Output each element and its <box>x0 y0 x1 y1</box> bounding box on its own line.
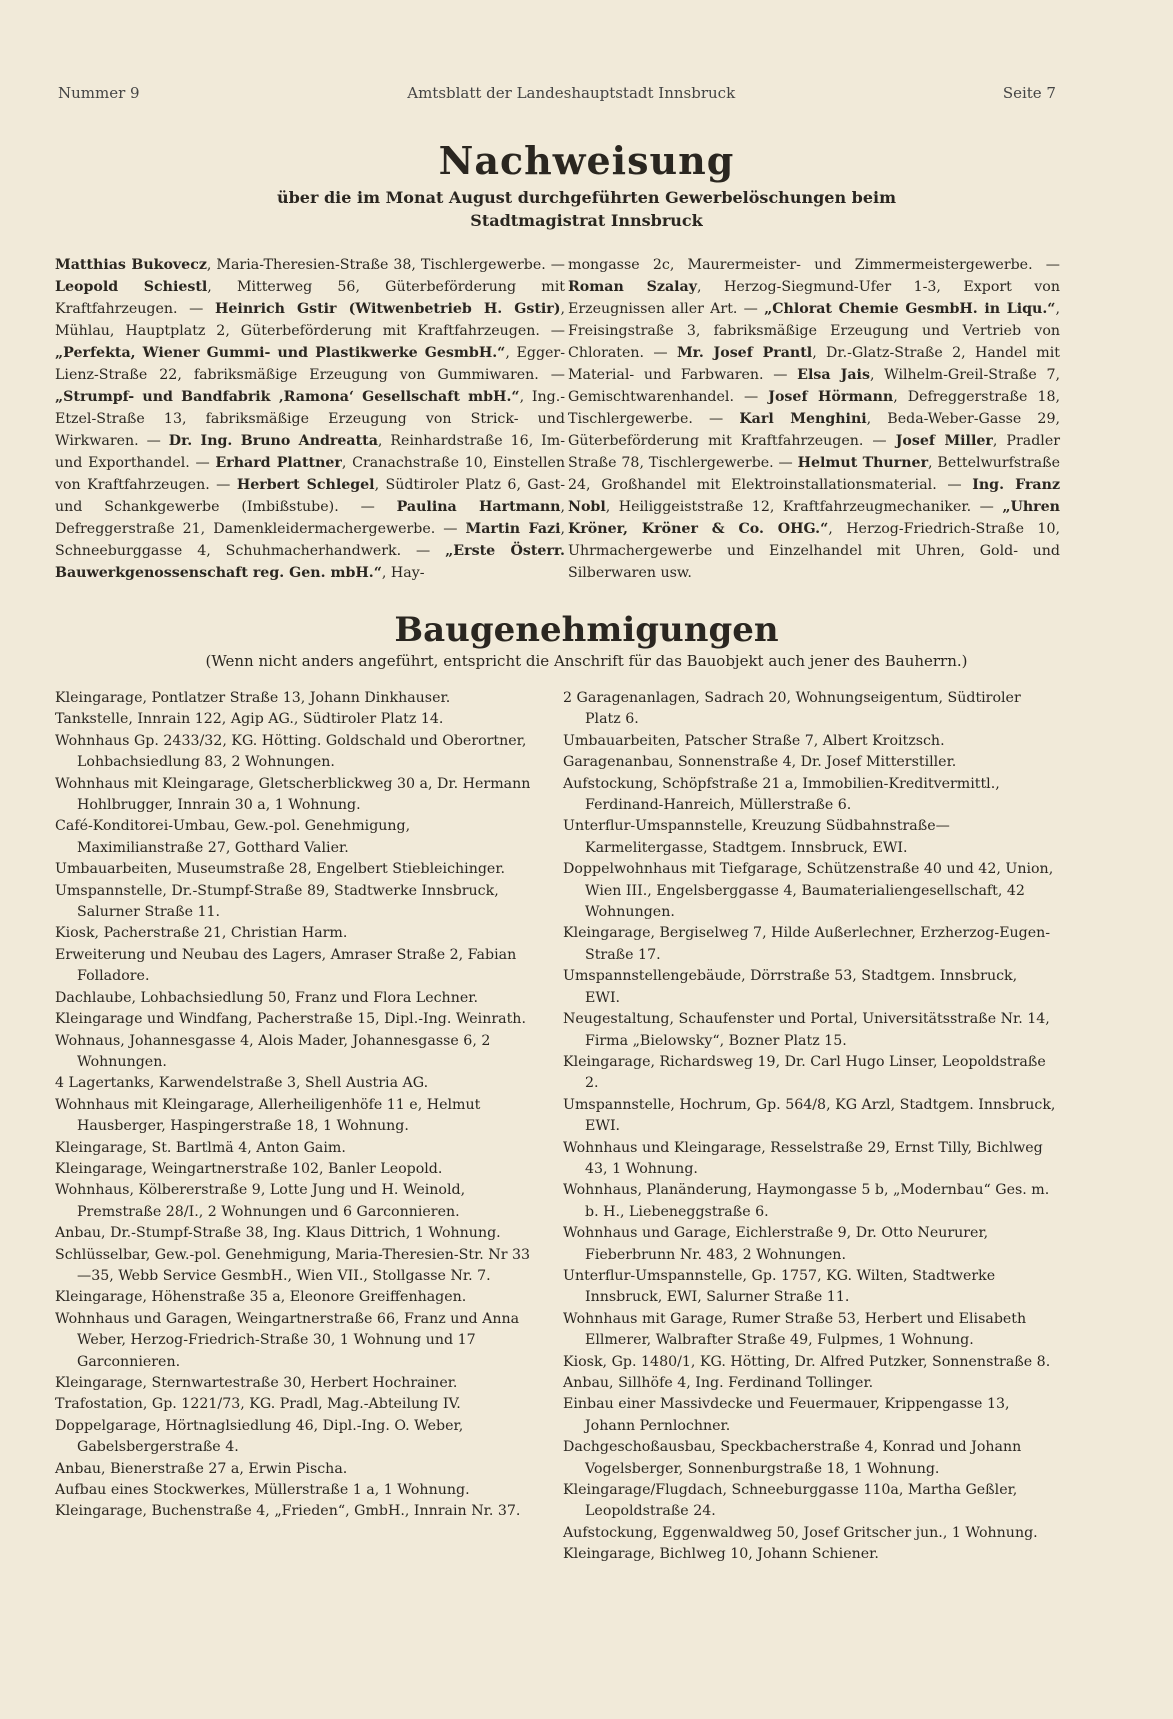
permit-entry: 2 Garagenanlagen, Sadrach 20, Wohnungseigentum, Südtiroler Platz 6. <box>563 690 1021 728</box>
permit-entry: Einbau einer Massivdecke und Feuermauer, Krippengasse 13, Johann Pernlochner. <box>563 1396 1010 1434</box>
permit-entry: Wohnhaus mit Kleingarage, Allerheiligenhöfe 11 e, Helmut Hausberger, Haspingerstraße 18, 1 Wohnung. <box>55 1096 481 1135</box>
business-name: Josef Hörmann <box>768 389 894 405</box>
permit-entry: Doppelgarage, Hörtnaglsiedlung 46, Dipl.-Ing. O. Weber, Gabelsbergerstraße 4. <box>55 1417 464 1456</box>
permit-entry: Kleingarage, Pontlatzer Straße 13, Johann Dinkhauser. <box>55 690 451 706</box>
permit-entry: Umspannstelle, Dr.-Stumpf-Straße 89, Stadtwerke Innsbruck, Salurner Straße 11. <box>55 882 499 921</box>
business-details: , Pradler Straße 78, Tischlergewerbe. — <box>568 433 1060 471</box>
permit-entry: 4 Lagertanks, Karwendelstraße 3, Shell Austria AG. <box>55 1075 429 1092</box>
section-title: Nachweisung <box>438 138 735 183</box>
permit-entry: Wohnhaus, Planänderung, Haymongasse 5 b, „Modernbau“ Ges. m. b. H., Liebeneggstraße 6. <box>563 1182 1050 1220</box>
permit-entry: Aufstockung, Eggenwaldweg 50, Josef Gritscher jun., 1 Wohnung. <box>563 1524 1038 1541</box>
business-name: „Uhren Kröner, Kröner & Co. OHG.“ <box>568 499 1060 537</box>
permit-entry: Wohnaus, Johannesgasse 4, Alois Mader, Johannesgasse 6, 2 Wohnungen. <box>55 1032 491 1070</box>
business-details: , Schneeburggasse 4, Schuhmacherhandwerk. — <box>55 521 565 559</box>
permit-entry: Wohnhaus und Garagen, Weingartnerstraße 66, Franz und Anna Weber, Herzog-Friedrich-Straße 30, 1 Wohnung und 17 Garconnieren. <box>55 1310 520 1370</box>
permit-entry: Garagenanbau, Sonnenstraße 4, Dr. Josef Mitterstiller. <box>563 754 957 771</box>
permit-entry: Trafostation, Gp. 1221/73, KG. Pradl, Mag.-Abteilung IV. <box>55 1396 461 1413</box>
business-name: Dr. Ing. Bruno Andreatta <box>168 433 378 449</box>
permit-entry: Dachlaube, Lohbachsiedlung 50, Franz und Flora Lechner. <box>55 989 478 1006</box>
permit-entry: Kleingarage, St. Bartlmä 4, Anton Gaim. <box>55 1139 346 1156</box>
business-details: , Defreggerstraße 18, Tischlergewerbe. — <box>568 389 1061 427</box>
page-number: Seite 7 <box>1002 84 1056 102</box>
permit-entry: Kleingarage, Sternwartestraße 30, Herbert Hochrainer. <box>55 1375 458 1391</box>
permit-entry: Wohnhaus Gp. 2433/32, KG. Hötting. Goldschald und Oberortner, Lohbachsiedlung 83, 2 Wohnungen. <box>55 732 527 771</box>
building-permits-title: Baugenehmigungen <box>394 610 779 650</box>
business-details: , Herzog-Friedrich-Straße 10, Uhrmachergewerbe und Einzelhandel mit Uhren, Gold- und Silberwaren usw. <box>568 521 1060 581</box>
permit-entry: Kleingarage, Weingartnerstraße 102, Banler Leopold. <box>55 1160 443 1177</box>
business-name: „Erste Österr. Bauwerkgenossenschaft reg. Gen. mbH.“ <box>55 543 565 581</box>
permit-entry: Schlüsselbar, Gew.-pol. Genehmigung, Maria-Theresien-Str. Nr 33—35, Webb Service GesmbH., Wien VII., Stollgasse Nr. 7. <box>55 1246 531 1284</box>
permit-entry: Anbau, Dr.-Stumpf-Straße 38, Ing. Klaus Dittrich, 1 Wohnung. <box>55 1225 501 1242</box>
business-details: , Heiliggeiststraße 12, Kraftfahrzeugmechaniker. — <box>605 499 1003 515</box>
business-details: mongasse 2c, Maurermeister- und Zimmermeistergewerbe. — <box>568 257 1060 273</box>
permit-entry: Umspannstelle, Hochrum, Gp. 564/8, KG Arzl, Stadtgem. Innsbruck, EWI. <box>563 1096 1056 1135</box>
business-details: , Defreggerstraße 21, Damenkleidermachergewerbe. — <box>55 499 565 537</box>
permit-entry: Wohnhaus und Kleingarage, Resselstraße 29, Ernst Tilly, Bichlweg 43, 1 Wohnung. <box>563 1139 1043 1177</box>
business-name: Josef Miller <box>895 433 993 449</box>
permit-entry: Kleingarage und Windfang, Pacherstraße 15, Dipl.-Ing. Weinrath. <box>55 1011 526 1028</box>
business-name: „Chlorat Chemie GesmbH. in Liqu.“ <box>764 301 1056 317</box>
business-details: , Reinhardstraße 16, Im- und Exporthandel. — <box>55 433 565 471</box>
business-name: Ing. Franz Nobl <box>568 477 1060 515</box>
business-details: , Maria-Theresien-Straße 38, Tischlergewerbe. — <box>206 257 565 273</box>
permit-entry: Aufbau eines Stockwerkes, Müllerstraße 1 a, 1 Wohnung. <box>55 1482 470 1499</box>
business-name: Herbert Schlegel <box>236 477 375 493</box>
subtitle-line-2: Stadtmagistrat Innsbruck <box>470 211 703 230</box>
page-header <box>58 84 1056 102</box>
business-details: , Südtiroler Platz 6, Gast- und Schankgewerbe (Imbißstube). — <box>55 477 565 515</box>
business-details: , Cranachstraße 10, Einstellen von Kraftfahrzeugen. — <box>55 455 566 493</box>
business-details: , Freisingstraße 3, fabriksmäßige Erzeugung und Vertrieb von Chloraten. — <box>568 301 1060 361</box>
permit-entry: Café-Konditorei-Umbau, Gew.-pol. Genehmigung, Maximilianstraße 27, Gotthard Valier. <box>55 818 411 856</box>
business-details: , Bettelwurfstraße 24, Großhandel mit Elektroinstallationsmaterial. — <box>568 455 1060 493</box>
permit-entry: Kleingarage, Bichlweg 10, Johann Schiener. <box>563 1546 879 1563</box>
business-name: Leopold Schiestl <box>55 279 208 295</box>
permit-entry: Unterflur-Umspannstelle, Gp. 1757, KG. Wilten, Stadtwerke Innsbruck, EWI, Salurner Straße 11. <box>563 1267 996 1306</box>
business-name: Helmut Thurner <box>797 455 929 471</box>
business-name: Elsa Jais <box>797 367 870 383</box>
business-name: Martin Fazi <box>465 521 561 537</box>
permit-entry: Wohnhaus und Garage, Eichlerstraße 9, Dr. Otto Neururer, Fieberbrunn Nr. 483, 2 Wohnungen. <box>563 1225 989 1263</box>
business-name: Paulina Hartmann <box>396 499 561 515</box>
business-name: Heinrich Gstir (Witwenbetrieb H. Gstir) <box>215 301 561 317</box>
permit-entry: Wohnhaus, Kölbererstraße 9, Lotte Jung und H. Weinold, Premstraße 28/I., 2 Wohnungen und 6 Garconnieren. <box>55 1182 466 1220</box>
business-name: Matthias Bukovecz <box>55 257 207 273</box>
permit-entry: Umbauarbeiten, Patscher Straße 7, Albert Kroitzsch. <box>563 732 945 749</box>
business-details: , Mühlau, Hauptplatz 2, Güterbeförderung mit Kraftfahrzeugen. — <box>55 301 565 339</box>
subtitle-line-1: über die im Monat August durchgeführten Gewerbelöschungen beim <box>276 188 897 207</box>
permit-entry: Erweiterung und Neubau des Lagers, Amraser Straße 2, Fabian Folladore. <box>55 946 517 985</box>
business-name: Karl Menghini <box>739 411 867 427</box>
permit-entry: Dachgeschoßausbau, Speckbacherstraße 4, Konrad und Johann Vogelsberger, Sonnenburgstraße 18, 1 Wohnung. <box>563 1439 1022 1477</box>
permits-column-1 <box>55 688 535 1680</box>
permits-column-2 <box>563 688 1056 1680</box>
permit-entry: Anbau, Sillhöfe 4, Ing. Ferdinand Tollinger. <box>563 1375 874 1391</box>
permit-entry: Kleingarage, Buchenstraße 4, „Frieden“, GmbH., Innrain Nr. 37. <box>55 1503 521 1520</box>
permit-entry: Wohnhaus mit Kleingarage, Gletscherblickweg 30 a, Dr. Hermann Hohlbrugger, Innrain 30 a, 1 Wohnung. <box>55 775 531 814</box>
publication-title: Amtsblatt der Landeshauptstadt Innsbruck <box>407 84 736 102</box>
permit-entry: Kiosk, Pacherstraße 21, Christian Harm. <box>55 925 348 942</box>
business-name: Mr. Josef Prantl <box>676 345 813 361</box>
permit-entry: Kleingarage, Bergiselweg 7, Hilde Außerlechner, Erzherzog-Eugen-Straße 17. <box>563 925 1051 963</box>
permit-entry: Kleingarage/Flugdach, Schneeburggasse 110a, Martha Geßler, Leopoldstraße 24. <box>563 1482 1018 1520</box>
permit-entry: Umspannstellengebäude, Dörrstraße 53, Stadtgem. Innsbruck, EWI. <box>563 968 1018 1006</box>
business-details: , Ing.-Etzel-Straße 13, fabriksmäßige Erzeugung von Strick- und Wirkwaren. — <box>55 389 566 449</box>
permit-entry: Anbau, Bienerstraße 27 a, Erwin Pischa. <box>55 1460 348 1477</box>
permit-entry: Doppelwohnhaus mit Tiefgarage, Schützenstraße 40 und 42, Union, Wien III., Engelsberggasse 4, Baumaterialiengesellschaft, 42 Wohnungen. <box>563 861 1054 921</box>
section-subtitle <box>0 186 1173 232</box>
business-details: , Beda-Weber-Gasse 29, Güterbeförderung mit Kraftfahrzeugen. — <box>568 411 1060 449</box>
permit-entry: Kleingarage, Richardsweg 19, Dr. Carl Hugo Linser, Leopoldstraße 2. <box>563 1053 1046 1092</box>
business-details: , Mitterweg 56, Güterbeförderung mit Kraftfahrzeugen. — <box>55 279 565 317</box>
permit-entry: Neugestaltung, Schaufenster und Portal, Universitätsstraße Nr. 14, Firma „Bielowsky“, Bozner Platz 15. <box>563 1011 1050 1049</box>
permit-entry: Wohnhaus mit Garage, Rumer Straße 53, Herbert und Elisabeth Ellmerer, Walbrafter Straße 49, Fulpmes, 1 Wohnung. <box>563 1310 1027 1349</box>
business-details: , Egger-Lienz-Straße 22, fabriksmäßige Erzeugung von Gummiwaren. — <box>55 345 565 383</box>
permit-entry: Kiosk, Gp. 1480/1, KG. Hötting, Dr. Alfred Putzker, Sonnenstraße 8. <box>563 1353 1051 1370</box>
business-name: „Strumpf- und Bandfabrik ‚Ramona‘ Gesellschaft mbH.“ <box>55 389 520 405</box>
business-details: , Hay- <box>381 565 425 581</box>
permit-entry: Tankstelle, Innrain 122, Agip AG., Südtiroler Platz 14. <box>55 711 444 728</box>
permit-entry: Unterflur-Umspannstelle, Kreuzung Südbahnstraße—Karmelitergasse, Stadtgem. Innsbruck, EWI. <box>563 818 950 856</box>
deletions-column-1 <box>55 254 565 584</box>
permit-entry: Aufstockung, Schöpfstraße 21 a, Immobilien-Kreditvermittl., Ferdinand-Hanreich, Müllerstraße 6. <box>563 775 1000 814</box>
business-details: , Herzog-Siegmund-Ufer 1-3, Export von Erzeugnissen aller Art. — <box>568 279 1060 317</box>
permit-entry: Umbauarbeiten, Museumstraße 28, Engelbert Stiebleichinger. <box>55 861 506 878</box>
business-details: , Dr.-Glatz-Straße 2, Handel mit Material- und Farbwaren. — <box>568 345 1061 383</box>
business-details: , Wilhelm-Greil-Straße 7, Gemischtwarenhandel. — <box>568 367 1061 405</box>
deletions-column-2 <box>568 254 1061 581</box>
business-name: Roman Szalay <box>568 279 697 295</box>
building-permits-note: (Wenn nicht anders angeführt, entspricht die Anschrift für das Bauobjekt auch jener des Bauherrn.) <box>205 652 968 670</box>
business-name: Erhard Plattner <box>215 455 342 471</box>
issue-number: Nummer 9 <box>58 84 140 102</box>
permit-entry: Kleingarage, Höhenstraße 35 a, Eleonore Greiffenhagen. <box>55 1289 467 1306</box>
business-name: „Perfekta, Wiener Gummi- und Plastikwerke GesmbH.“ <box>55 345 506 361</box>
